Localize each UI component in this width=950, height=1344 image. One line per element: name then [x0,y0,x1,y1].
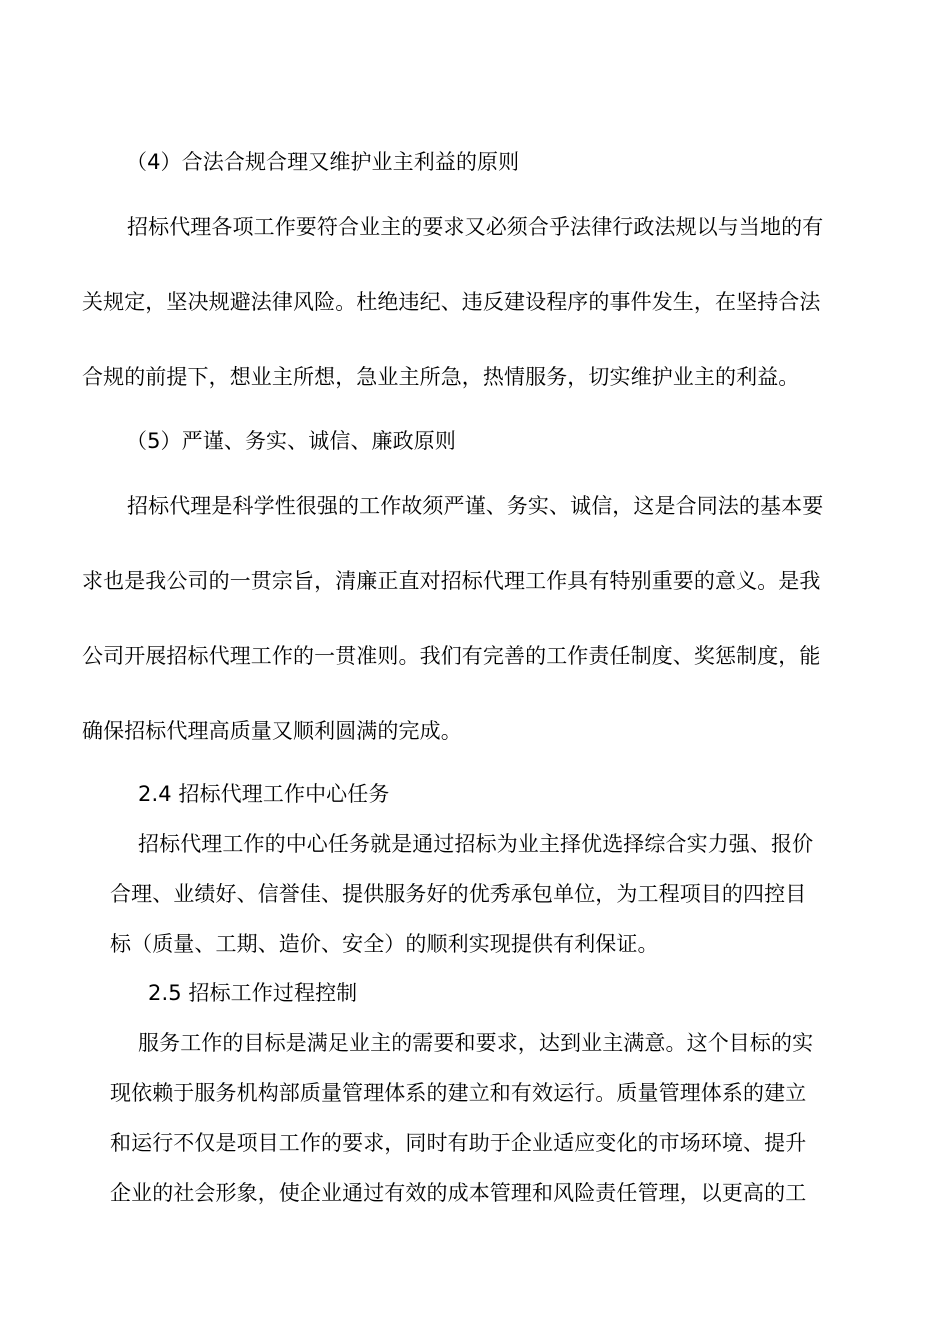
paragraph-line: 现依赖于服务机构部质量管理体系的建立和有效运行。质量管理体系的建立 [110,1081,807,1105]
paragraph-line: 关规定，坚决规避法律风险。杜绝违纪、违反建设程序的事件发生，在坚持合法 [82,290,821,314]
paragraph-line: 和运行不仅是项目工作的要求，同时有助于企业适应变化的市场环境、提升 [110,1131,807,1155]
paragraph-line: 招标代理各项工作要符合业主的要求又必须合乎法律行政法规以与当地的有 [127,215,824,239]
paragraph-line: 企业的社会形象，使企业通过有效的成本管理和风险责任管理，以更高的工 [110,1181,807,1205]
paragraph-line: 服务工作的目标是满足业主的需要和要求，达到业主满意。这个目标的实 [138,1031,814,1055]
paragraph-line: 招标代理是科学性很强的工作故须严谨、务实、诚信，这是合同法的基本要 [127,494,824,518]
heading-section-2-4: 2.4 招标代理工作中心任务 [138,782,390,806]
paragraph-line: 招标代理工作的中心任务就是通过招标为业主择优选择综合实力强、报价 [138,832,814,856]
heading-section-4: （4）合法合规合理又维护业主利益的原则 [126,150,520,174]
paragraph-line: 确保招标代理高质量又顺利圆满的完成。 [82,719,462,743]
paragraph-line: 公司开展招标代理工作的一贯准则。我们有完善的工作责任制度、奖惩制度，能 [82,644,821,668]
paragraph-line: 合理、业绩好、信誉佳、提供服务好的优秀承包单位，为工程项目的四控目 [110,882,807,906]
paragraph-line: 标（质量、工期、造价、安全）的顺利实现提供有利保证。 [110,932,659,956]
paragraph-line: 求也是我公司的一贯宗旨，清廉正直对招标代理工作具有特别重要的意义。是我 [82,569,821,593]
paragraph-line: 合规的前提下，想业主所想，急业主所急，热情服务，切实维护业主的利益。 [82,365,800,389]
heading-section-5: （5）严谨、务实、诚信、廉政原则 [126,429,456,453]
heading-section-2-5: 2.5 招标工作过程控制 [148,981,358,1005]
